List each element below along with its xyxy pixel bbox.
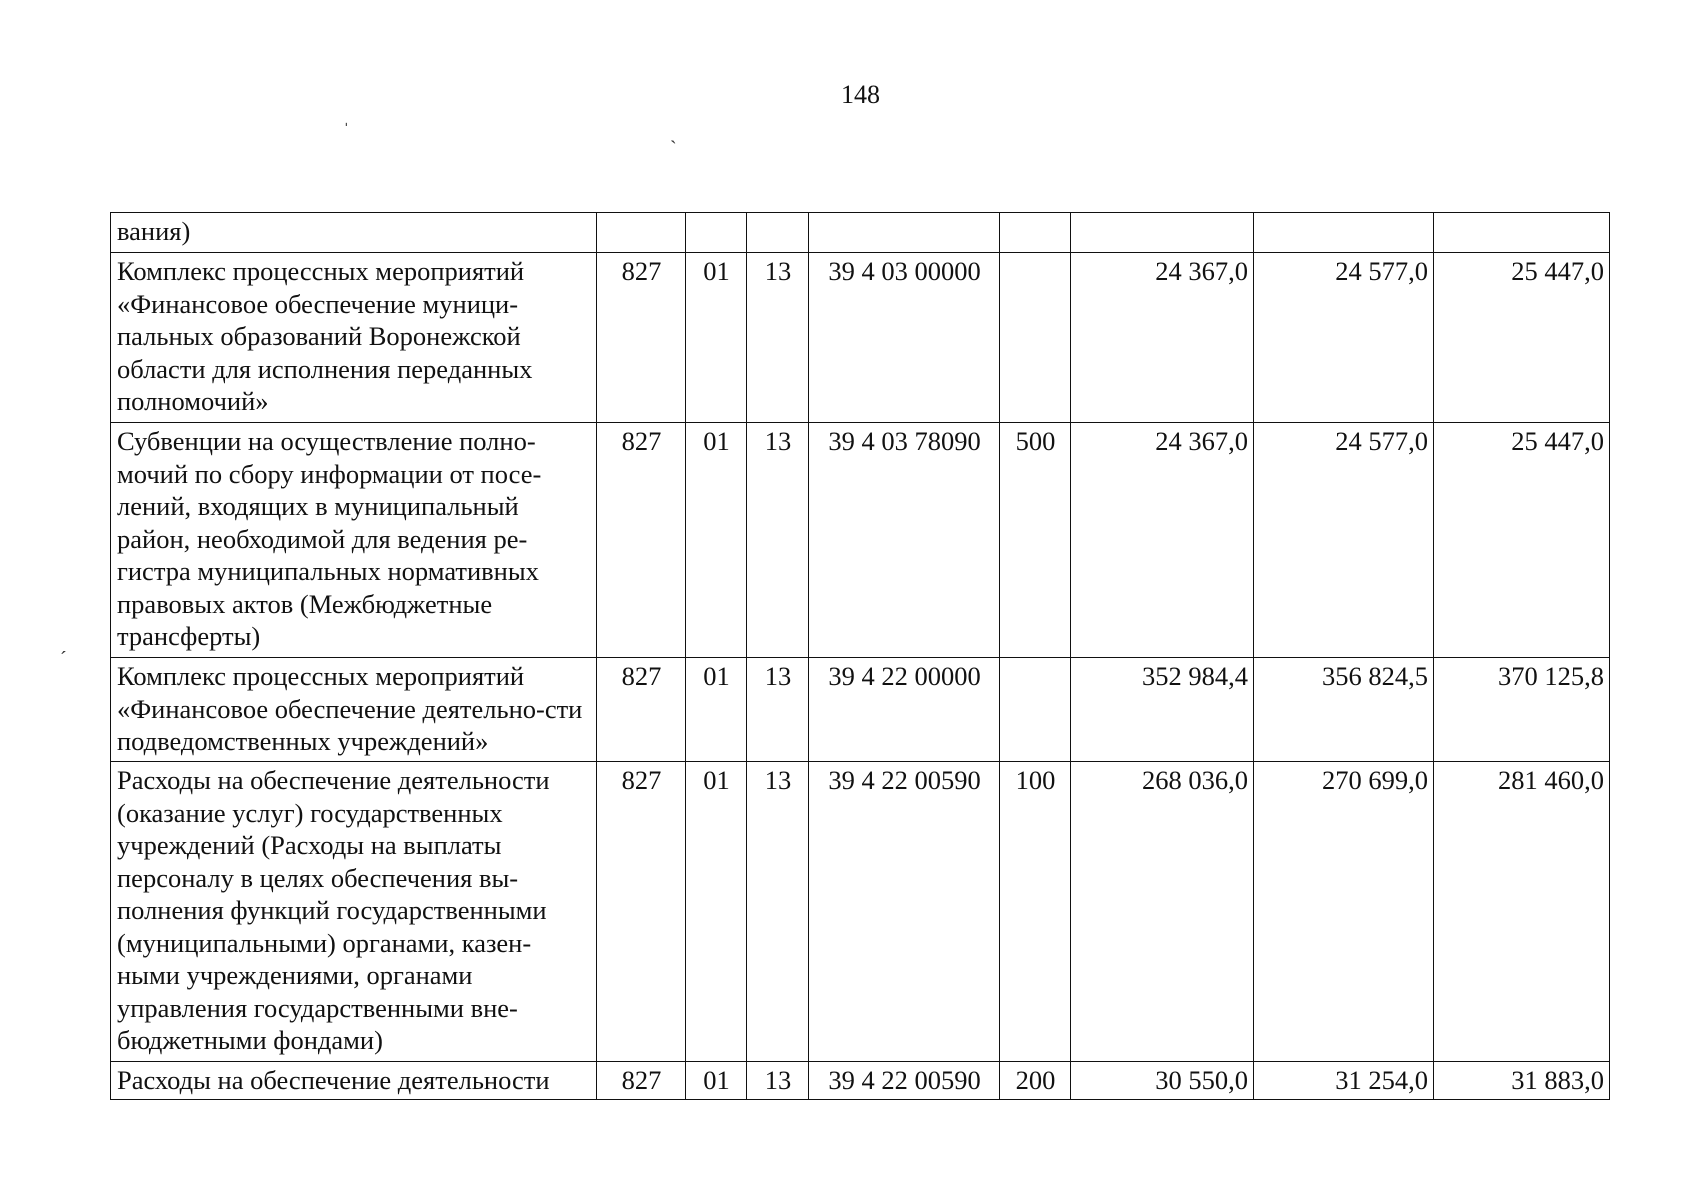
target-article-code: 39 4 03 78090 (809, 423, 1000, 658)
expense-type-code: 100 (1000, 762, 1071, 1062)
scan-speck: ˊ (60, 648, 67, 670)
target-article-code: 39 4 22 00590 (809, 1062, 1000, 1100)
page-number: 148 (841, 80, 880, 109)
amount-year-1: 352 984,4 (1071, 658, 1254, 762)
amount-year-3: 25 447,0 (1434, 423, 1610, 658)
subsection-code: 13 (747, 658, 809, 762)
row-name: Расходы на обеспечение деятельности (оказание услуг) государственных учреждений (Расходы на выплаты персоналу в целях обеспечения вы-полнения функций государственными (муниципальными) органами, казен-ными учреждениями, органами управления государственными вне-бюджетными фондами) (111, 762, 597, 1062)
subsection-code (747, 213, 809, 253)
target-article-code (809, 213, 1000, 253)
amount-year-2: 270 699,0 (1254, 762, 1434, 1062)
amount-year-1: 24 367,0 (1071, 253, 1254, 423)
amount-year-2: 24 577,0 (1254, 423, 1434, 658)
scan-speck: ˏ (670, 122, 677, 144)
amount-year-2: 356 824,5 (1254, 658, 1434, 762)
table-row (111, 1062, 1610, 1100)
row-name: Расходы на обеспечение деятельности (111, 1062, 597, 1100)
dept-code: 827 (597, 762, 686, 1062)
subsection-code: 13 (747, 1062, 809, 1100)
amount-year-2 (1254, 213, 1434, 253)
row-name: Комплекс процессных мероприятий «Финансовое обеспечение деятельно-сти подведомственных учреждений» (111, 658, 597, 762)
table-row (111, 253, 1610, 423)
target-article-code: 39 4 22 00000 (809, 658, 1000, 762)
amount-year-3: 370 125,8 (1434, 658, 1610, 762)
amount-year-2: 24 577,0 (1254, 253, 1434, 423)
row-name: Комплекс процессных мероприятий «Финансовое обеспечение муници-пальных образований Воронежской области для исполнения переданных полномочий» (111, 253, 597, 423)
target-article-code: 39 4 03 00000 (809, 253, 1000, 423)
section-code: 01 (686, 658, 747, 762)
table-row (111, 213, 1610, 253)
amount-year-1: 24 367,0 (1071, 423, 1254, 658)
section-code: 01 (686, 423, 747, 658)
target-article-code: 39 4 22 00590 (809, 762, 1000, 1062)
dept-code: 827 (597, 1062, 686, 1100)
expense-type-code: 200 (1000, 1062, 1071, 1100)
expense-type-code (1000, 253, 1071, 423)
table-row (111, 762, 1610, 1062)
amount-year-3: 31 883,0 (1434, 1062, 1610, 1100)
amount-year-3: 25 447,0 (1434, 253, 1610, 423)
amount-year-3 (1434, 213, 1610, 253)
row-name: вания) (111, 213, 597, 253)
dept-code: 827 (597, 423, 686, 658)
dept-code (597, 213, 686, 253)
amount-year-1 (1071, 213, 1254, 253)
expense-type-code: 500 (1000, 423, 1071, 658)
section-code: 01 (686, 762, 747, 1062)
table-row (111, 423, 1610, 658)
subsection-code: 13 (747, 762, 809, 1062)
section-code: 01 (686, 253, 747, 423)
expense-type-code (1000, 213, 1071, 253)
expense-type-code (1000, 658, 1071, 762)
table-row (111, 658, 1610, 762)
amount-year-2: 31 254,0 (1254, 1062, 1434, 1100)
dept-code: 827 (597, 658, 686, 762)
section-code: 01 (686, 1062, 747, 1100)
subsection-code: 13 (747, 253, 809, 423)
section-code (686, 213, 747, 253)
row-name: Субвенции на осуществление полно-мочий по сбору информации от посе-лений, входящих в муниципальный район, необходимой для ведения ре-гистра муниципальных нормативных правовых актов (Межбюджетные трансферты) (111, 423, 597, 658)
subsection-code: 13 (747, 423, 809, 658)
budget-table (110, 212, 1610, 1100)
amount-year-3: 281 460,0 (1434, 762, 1610, 1062)
amount-year-1: 30 550,0 (1071, 1062, 1254, 1100)
dept-code: 827 (597, 253, 686, 423)
amount-year-1: 268 036,0 (1071, 762, 1254, 1062)
scan-speck: ˈ (343, 120, 350, 142)
